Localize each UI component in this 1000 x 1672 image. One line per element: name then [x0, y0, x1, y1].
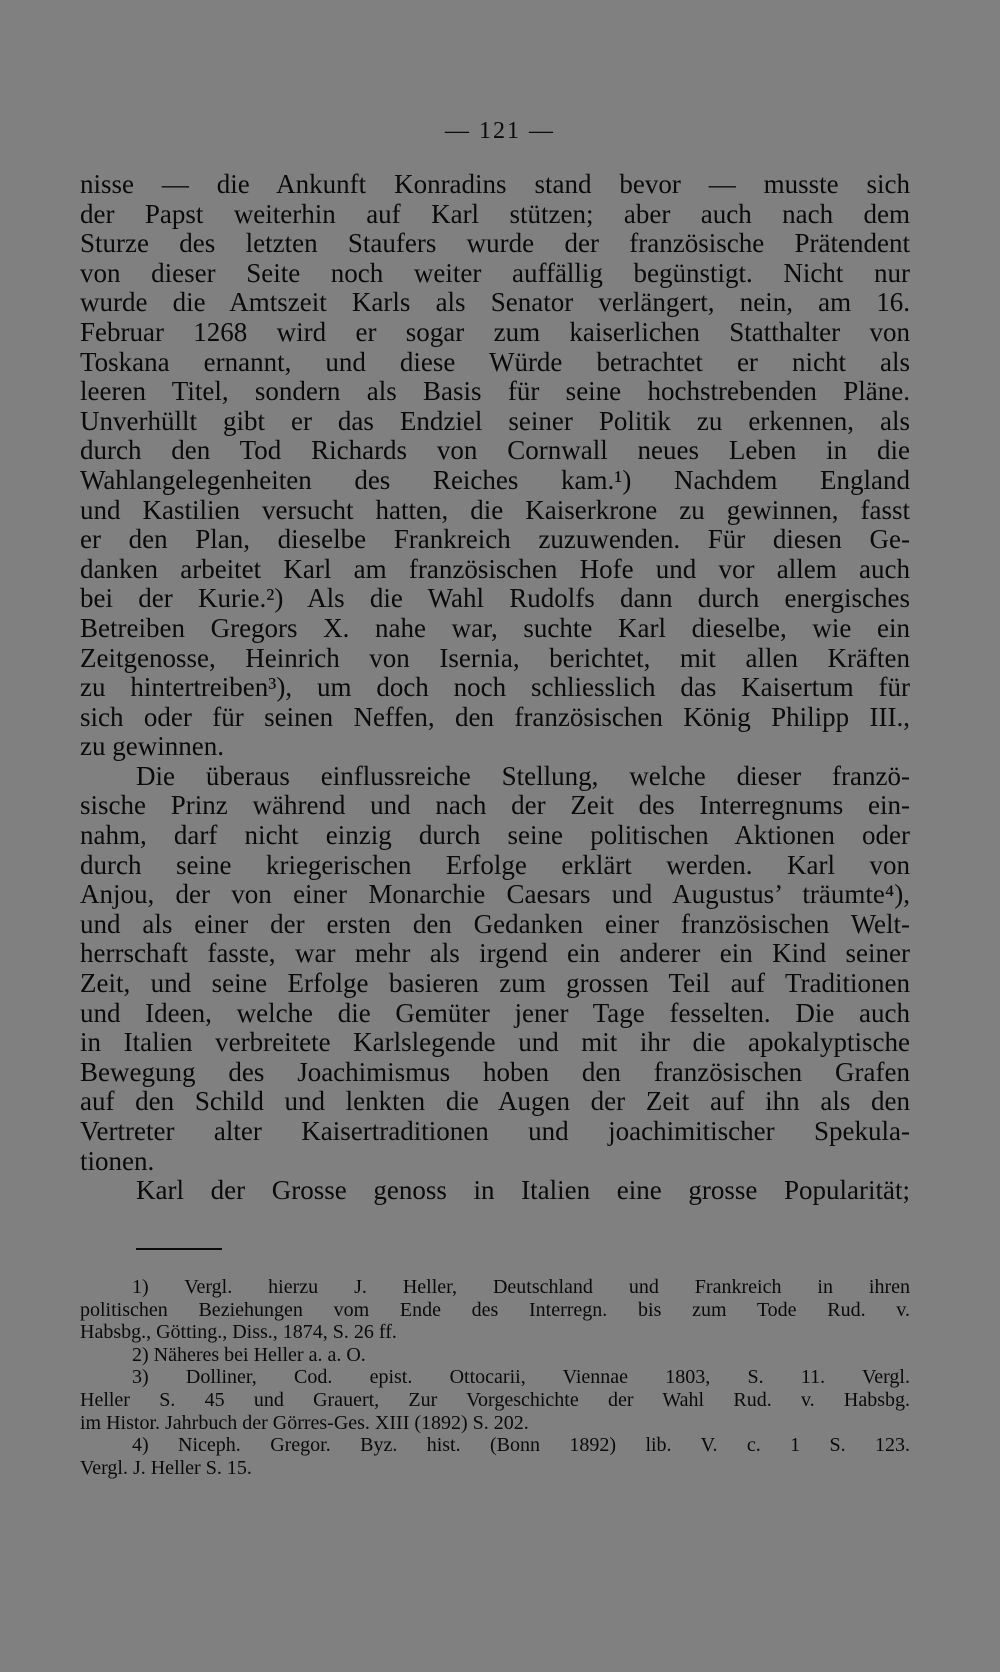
text-line: er den Plan, dieselbe Frankreich zuzuwenden. Für diesen Ge- [80, 524, 910, 555]
text-line: tionen. [80, 1145, 155, 1176]
text-line: Unverhüllt gibt er das Endziel seiner Politik zu erkennen, als [80, 405, 910, 436]
text-line: Zeit, und seine Erfolge basieren zum grossen Teil auf Traditionen [80, 968, 910, 999]
footnote-line: 2) Näheres bei Heller a. a. O. [132, 1343, 366, 1366]
footnote-line: politischen Beziehungen vom Ende des Interregn. bis zum Tode Rud. v. [80, 1298, 910, 1321]
text-line: und als einer der ersten den Gedanken einer französischen Welt- [80, 908, 910, 939]
main-text [80, 170, 910, 1206]
text-line: zu gewinnen. [80, 731, 224, 762]
text-line: wurde die Amtszeit Karls als Senator verlängert, nein, am 16. [80, 287, 910, 318]
text-line: nahm, darf nicht einzig durch seine politischen Aktionen oder [80, 820, 910, 851]
footnote-line: 4) Niceph. Gregor. Byz. hist. (Bonn 1892) lib. V. c. 1 S. 123. [132, 1434, 910, 1457]
text-line: durch seine kriegerischen Erfolge erklärt werden. Karl von [80, 849, 910, 880]
text-line: Sturze des letzten Staufers wurde der französische Prätendent [80, 228, 910, 259]
footnote-line: im Histor. Jahrbuch der Görres-Ges. XIII (1892) S. 202. [80, 1411, 529, 1434]
text-line: Zeitgenosse, Heinrich von Isernia, berichtet, mit allen Kräften [80, 642, 910, 673]
text-line: zu hintertreiben³), um doch noch schliesslich das Kaisertum für [80, 672, 910, 703]
text-line: Toskana ernannt, und diese Würde betrachtet er nicht als [80, 346, 910, 377]
text-line: bei der Kurie.²) Als die Wahl Rudolfs dann durch energisches [80, 583, 910, 614]
text-line: Wahlangelegenheiten des Reiches kam.¹) Nachdem England [80, 464, 910, 495]
page-number: — 121 — [445, 118, 555, 144]
text-line: Anjou, der von einer Monarchie Caesars und Augustus’ träumte⁴), [80, 879, 910, 910]
text-line: von dieser Seite noch weiter auffällig begünstigt. Nicht nur [80, 257, 910, 288]
footnote-divider [136, 1248, 222, 1250]
text-line: nisse — die Ankunft Konradins stand bevor — musste sich [80, 169, 910, 199]
text-line: durch den Tod Richards von Cornwall neues Leben in die [80, 435, 910, 466]
text-line: Februar 1268 wird er sogar zum kaiserlichen Statthalter von [80, 316, 910, 347]
text-line: Karl der Grosse genoss in Italien eine grosse Popularität; [136, 1175, 910, 1206]
footnote-line: Vergl. J. Heller S. 15. [80, 1456, 252, 1479]
footnote-line: Heller S. 45 und Grauert, Zur Vorgeschichte der Wahl Rud. v. Habsbg. [80, 1388, 910, 1411]
text-line: Bewegung des Joachimismus hoben den französischen Grafen [80, 1056, 910, 1087]
text-line: Betreiben Gregors X. nahe war, suchte Karl dieselbe, wie ein [80, 612, 910, 643]
text-line: danken arbeitet Karl am französischen Hofe und vor allem auch [80, 553, 910, 584]
text-line: sich oder für seinen Neffen, den französischen König Philipp III., [80, 701, 910, 732]
text-line: in Italien verbreitete Karlslegende und mit ihr die apokalyptische [80, 1027, 910, 1058]
footnotes [80, 1276, 910, 1479]
footnote-line: 1) Vergl. hierzu J. Heller, Deutschland und Frankreich in ihren [132, 1276, 910, 1298]
text-line: Vertreter alter Kaisertraditionen und joachimitischer Spekula- [80, 1116, 910, 1146]
text-line: leeren Titel, sondern als Basis für seine hochstrebenden Pläne. [80, 376, 910, 407]
footnote-line: Habsbg., Götting., Diss., 1874, S. 26 ff. [80, 1321, 397, 1344]
footnote-line: 3) Dolliner, Cod. epist. Ottocarii, Viennae 1803, S. 11. Vergl. [132, 1366, 910, 1389]
text-line: und Ideen, welche die Gemüter jener Tage fesselten. Die auch [80, 997, 910, 1028]
text-line: auf den Schild und lenkten die Augen der Zeit auf ihn als den [80, 1086, 910, 1117]
text-line: Die überaus einflussreiche Stellung, welche dieser franzö- [136, 760, 910, 791]
text-line: der Papst weiterhin auf Karl stützen; aber auch nach dem [80, 198, 910, 229]
text-line: sische Prinz während und nach der Zeit des Interregnums ein- [80, 790, 910, 821]
text-line: und Kastilien versucht hatten, die Kaiserkrone zu gewinnen, fasst [80, 494, 910, 525]
text-line: herrschaft fasste, war mehr als irgend ein anderer ein Kind seiner [80, 938, 910, 969]
